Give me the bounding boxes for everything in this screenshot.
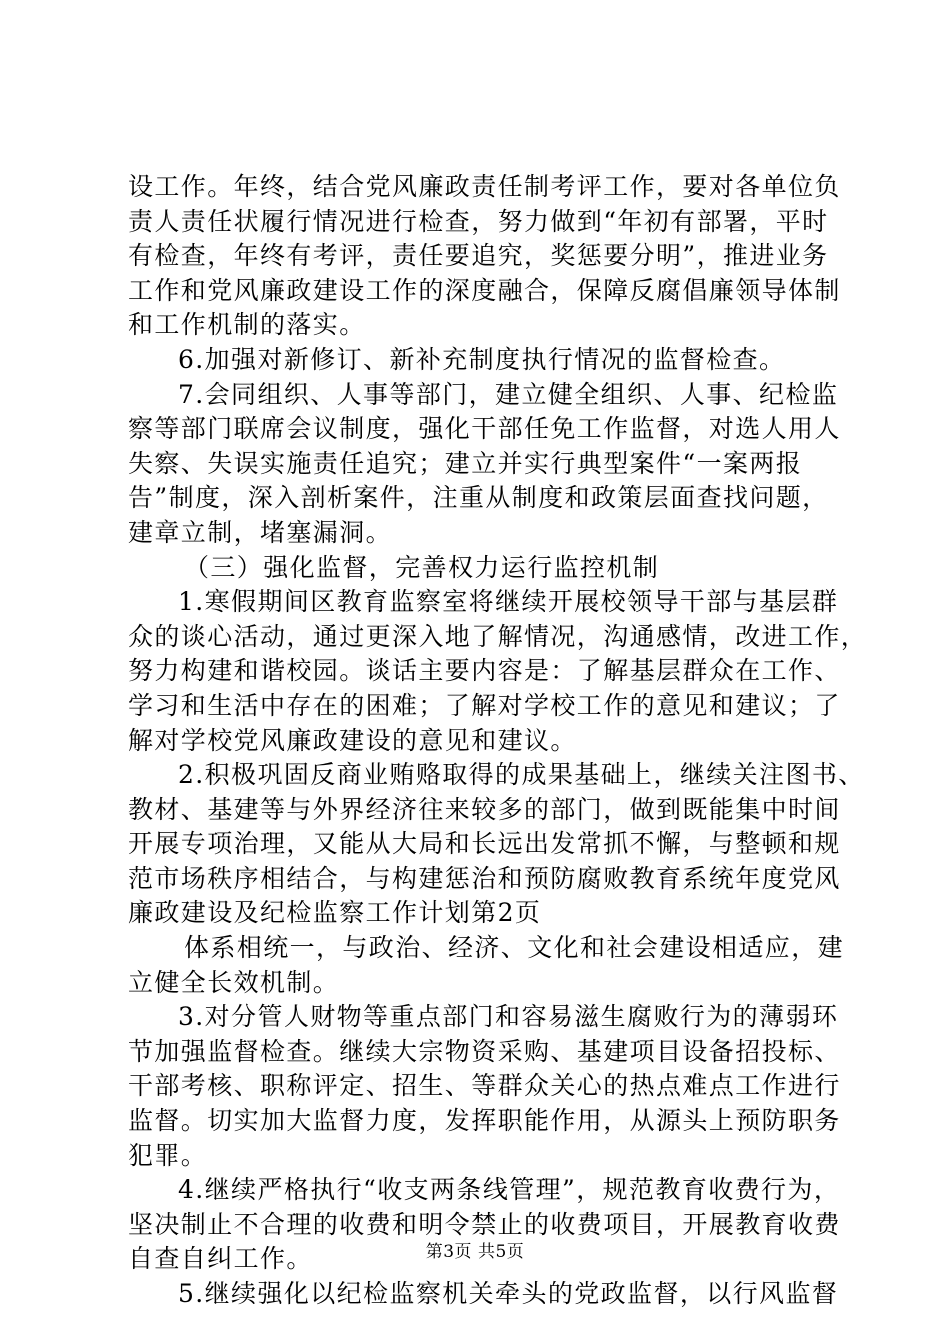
text-line: 体系相统一，与政治、经济、文化和社会建设相适应，建 [184, 933, 845, 963]
text-line: 3.对分管人财物等重点部门和容易滋生腐败行为的薄弱环 [178, 1002, 839, 1032]
text-line: 廉政建设及纪检监察工作计划第2页 [128, 898, 542, 928]
page-footer: 第3页 共5页 [425, 1242, 525, 1262]
text-line: 努力构建和谐校园。谈话主要内容是：了解基层群众在工作、 [128, 656, 841, 686]
text-line: 责人责任状履行情况进行检查，努力做到“年初有部署，平时 [128, 206, 829, 236]
text-line: 犯罪。 [128, 1140, 208, 1170]
text-line: 5.继续强化以纪检监察机关牵头的党政监督，以行风监督 [178, 1279, 839, 1308]
text-line: 失察、失误实施责任追究；建立并实行典型案件“一案两报 [128, 448, 803, 478]
text-line: 有检查，年终有考评，责任要追究，奖惩要分明”，推进业务 [128, 241, 829, 271]
text-line: 开展专项治理，又能从大局和长远出发常抓不懈，与整顿和规 [128, 829, 841, 859]
text-line: （三）强化监督，完善权力运行监控机制 [184, 552, 660, 582]
text-line: 范市场秩序相结合，与构建惩治和预防腐败教育系统年度党风 [128, 863, 841, 893]
text-line: 设工作。年终，结合党风廉政责任制考评工作，要对各单位负 [128, 172, 841, 201]
text-line: 干部考核、职称评定、招生、等群众关心的热点难点工作进行 [128, 1071, 841, 1101]
text-line: 和工作机制的落实。 [128, 310, 366, 340]
text-line: 教材、基建等与外界经济往来较多的部门，做到既能集中时间 [128, 794, 841, 824]
text-line: 自查自纠工作。 [128, 1244, 313, 1274]
text-line: 工作和党风廉政建设工作的深度融合，保障反腐倡廉领导体制 [128, 275, 841, 305]
text-line: 众的谈心活动，通过更深入地了解情况，沟通感情，改进工作， [128, 621, 868, 651]
text-line: 建章立制，堵塞漏洞。 [128, 517, 393, 547]
text-line: 学习和生活中存在的困难；了解对学校工作的意见和建议；了 [128, 690, 841, 720]
text-line: 坚决制止不合理的收费和明令禁止的收费项目，开展教育收费 [128, 1209, 841, 1239]
text-line: 7.会同组织、人事等部门，建立健全组织、人事、纪检监 [178, 379, 839, 409]
text-line: 解对学校党风廉政建设的意见和建议。 [128, 725, 577, 755]
text-line: 4.继续严格执行“收支两条线管理”，规范教育收费行为， [178, 1175, 841, 1205]
document-body [128, 170, 868, 1312]
text-line: 1.寒假期间区教育监察室将继续开展校领导干部与基层群 [178, 587, 839, 617]
text-line: 2.积极巩固反商业贿赂取得的成果基础上，继续关注图书、 [178, 760, 865, 790]
text-line: 6.加强对新修订、新补充制度执行情况的监督检查。 [178, 344, 786, 374]
text-line: 告”制度，深入剖析案件，注重从制度和政策层面查找问题， [128, 483, 829, 513]
text-line: 察等部门联席会议制度，强化干部任免工作监督，对选人用人 [128, 414, 841, 444]
text-line: 节加强监督检查。继续大宗物资采购、基建项目设备招投标、 [128, 1036, 841, 1066]
text-line: 立健全长效机制。 [128, 967, 340, 997]
text-line: 监督。切实加大监督力度，发挥职能作用，从源头上预防职务 [128, 1106, 841, 1136]
